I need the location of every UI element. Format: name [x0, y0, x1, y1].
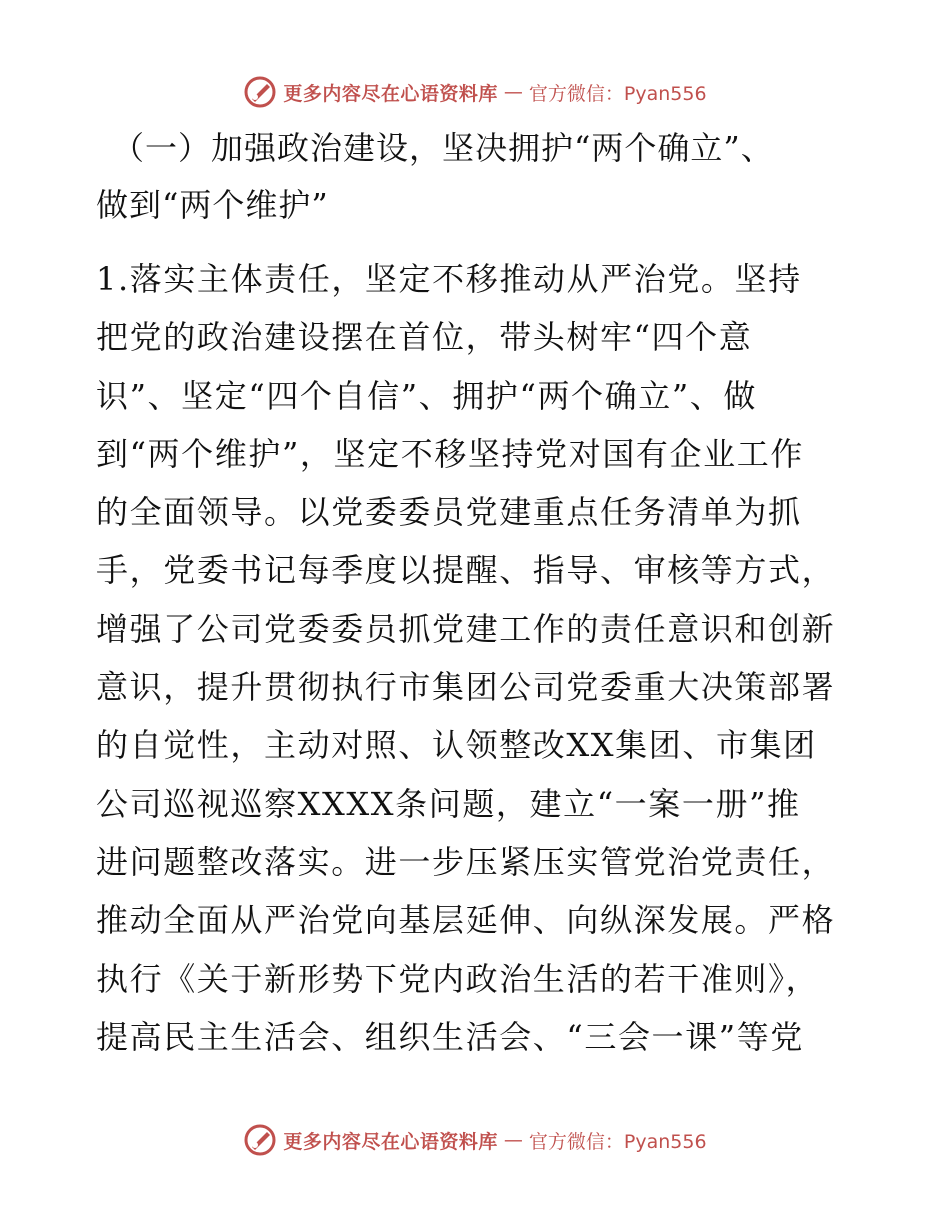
section-heading-line-2: 做到“两个维护” — [96, 186, 329, 224]
paragraph-line: 进问题整改落实。进一步压紧压实管党治党责任， — [96, 842, 836, 881]
paragraph-line: 1.落实主体责任，坚定不移推动从严治党。坚持 — [96, 260, 802, 298]
header-watermark-banner — [0, 70, 950, 114]
paragraph-line: 提高民主生活会、组织生活会、“三会一课”等党 — [96, 1017, 804, 1056]
document-body — [96, 120, 856, 1066]
paragraph-line: 的自觉性，主动对照、认领整改XX集团、市集团 — [96, 726, 817, 765]
paragraph-line: 推动全面从严治党向基层延伸、向纵深发展。严格 — [96, 901, 836, 940]
paragraph-line: 手，党委书记每季度以提醒、指导、审核等方式， — [96, 551, 836, 590]
paragraph-line: 公司巡视巡察XXXX条问题，建立“一案一册”推 — [96, 784, 801, 823]
banner-wechat: 官方微信：Pyan556 — [528, 82, 707, 105]
footer-watermark-banner — [0, 1118, 950, 1162]
body-paragraph — [96, 250, 856, 1066]
section-heading — [96, 120, 856, 234]
paragraph-line: 到“两个维护”，坚定不移坚持党对国有企业工作 — [96, 434, 804, 473]
paragraph-line: 意识，提升贯彻执行市集团公司党委重大决策部署 — [96, 668, 836, 707]
banner-text: 更多内容尽在心语资料库 — [283, 1130, 498, 1153]
paragraph-line: 把党的政治建设摆在首位，带头树牢“四个意 — [96, 318, 753, 357]
paragraph-line: 增强了公司党委委员抓党建工作的责任意识和创新 — [96, 609, 836, 648]
paragraph-line: 识”、坚定“四个自信”、拥护“两个确立”、做 — [96, 376, 757, 415]
banner-text: 更多内容尽在心语资料库 — [283, 82, 498, 105]
banner-wechat: 官方微信：Pyan556 — [528, 1130, 707, 1153]
banner-dash: — — [503, 1129, 523, 1151]
brand-logo-icon — [243, 1123, 277, 1157]
brand-logo-icon — [243, 75, 277, 109]
paragraph-line: 执行《关于新形势下党内政治生活的若干准则》， — [96, 959, 820, 998]
banner-dash: — — [503, 81, 523, 103]
section-heading-line-1: （一）加强政治建设，坚决拥护“两个确立”、 — [112, 129, 774, 167]
paragraph-line: 的全面领导。以党委委员党建重点任务清单为抓 — [96, 493, 802, 532]
